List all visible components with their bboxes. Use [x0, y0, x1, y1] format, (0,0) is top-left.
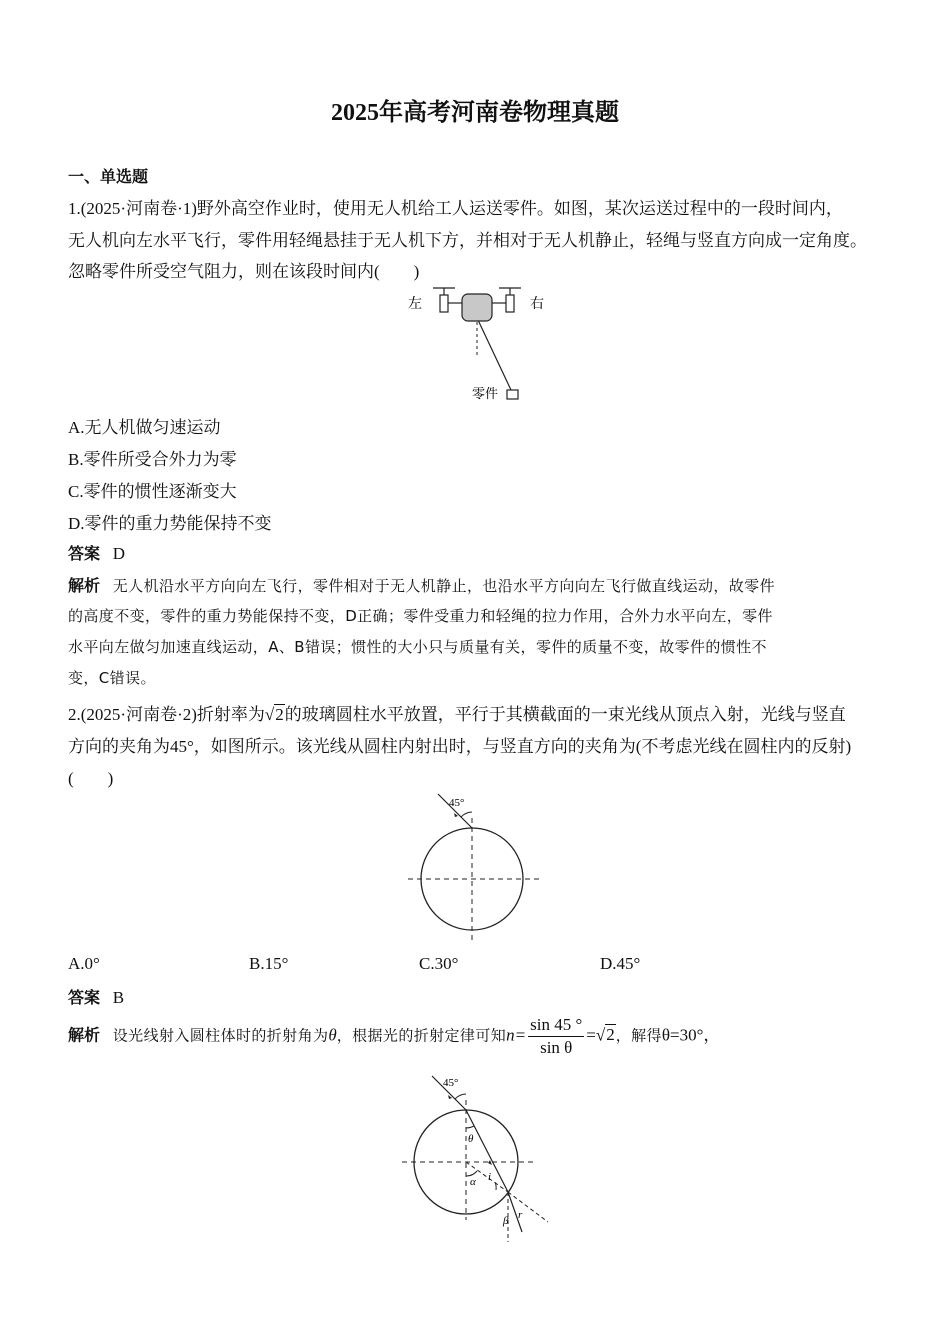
q2-sol-alpha: α: [470, 1176, 476, 1188]
q2-eq-sign: =: [586, 1025, 596, 1045]
q2-answer-value: B: [112, 988, 125, 1007]
q2-stem-line3: ( ): [68, 769, 114, 788]
q1-explain-text3: 水平向左做匀加速直线运动，A、B错误；惯性的大小只与质量有关，零件的质量不变，故零件的惯性不: [68, 638, 767, 656]
q1-explain-label: 解析: [68, 576, 101, 595]
q2-answer-row: [68, 985, 124, 1008]
q2-sol-i: i: [488, 1171, 492, 1183]
q1-answer-value: D: [112, 544, 126, 563]
q2-sol-r: r: [518, 1209, 523, 1221]
q1-explain-text4: 变，C错误。: [68, 669, 156, 687]
q2-fraction: [528, 1015, 584, 1058]
q1-right-label: 右: [530, 296, 544, 312]
q1-drone-figure: [400, 282, 560, 406]
q2-explain-text-b: ，根据光的折射定律可知: [336, 1026, 507, 1045]
q1-option-b: B.零件所受合外力为零: [68, 450, 237, 469]
q2-eq-radical: √2: [595, 1025, 615, 1045]
q1-explain-text2: 的高度不变，零件的重力势能保持不变，D正确；零件受重力和轻绳的拉力作用，合外力水平向左，零件: [68, 607, 773, 625]
q2-explain-text-c: ，解得: [615, 1026, 662, 1045]
q2-cylinder-figure: [400, 790, 550, 945]
q1-stem-line3: 忽略零件所受空气阻力，则在该段时间内( ): [68, 262, 420, 281]
q2-sol-angle-label: 45°: [443, 1077, 459, 1089]
q1-answer-label: 答案: [68, 544, 101, 563]
q2-n-eq: n=: [506, 1025, 527, 1045]
q2-answer-label: 答案: [68, 988, 101, 1007]
q2-radical: √2: [264, 705, 284, 724]
q2-solution-figure: [400, 1070, 560, 1245]
q2-stem-part-a: 2.(2025·河南卷·2)折射率为: [68, 705, 265, 724]
q1-explain-row1: [68, 573, 775, 596]
q1-stem-line2: 无人机向左水平飞行，零件用轻绳悬挂于无人机下方，并相对于无人机静止，轻绳与竖直方向成一定角度。: [68, 231, 867, 250]
q2-explain-row: [68, 1015, 720, 1058]
q1-explain-text1: 无人机沿水平方向向左飞行，零件相对于无人机静止，也沿水平方向向左飞行做直线运动，故零件: [112, 577, 775, 595]
q2-option-d: D.45°: [600, 954, 641, 973]
q2-stem-line2: 方向的夹角为45°，如图所示。该光线从圆柱内射出时，与竖直方向的夹角为(不考虑光线在圆柱内的反射): [68, 737, 852, 756]
q2-radical-value: 2: [275, 705, 284, 724]
q2-eq-radical-value: 2: [606, 1025, 615, 1045]
q2-frac-num: sin 45 °: [528, 1015, 584, 1037]
q2-sol-theta: θ: [468, 1133, 474, 1145]
q2-stem-line1: [68, 700, 846, 725]
q1-left-label: 左: [408, 296, 422, 312]
q2-frac-den: sin θ: [540, 1038, 573, 1057]
q2-theta: θ: [328, 1025, 337, 1045]
section-heading: 一、单选题: [68, 167, 149, 186]
q2-option-c: C.30°: [419, 954, 459, 973]
q2-explain-result: θ=30°，: [661, 1025, 721, 1045]
q1-answer-row: [68, 541, 125, 564]
q2-option-a: A.0°: [68, 954, 100, 973]
q2-angle-label: 45°: [449, 797, 465, 809]
q1-option-d: D.零件的重力势能保持不变: [68, 514, 272, 533]
q1-option-a: A.无人机做匀速运动: [68, 418, 221, 437]
q2-sol-beta: β: [503, 1215, 509, 1227]
q2-option-b: B.15°: [249, 954, 289, 973]
page-title: 2025年高考河南卷物理真题: [331, 100, 619, 126]
q2-stem-part-b: 的玻璃圆柱水平放置，平行于其横截面的一束光线从顶点入射，光线与竖直: [284, 705, 846, 724]
q2-explain-label: 解析: [68, 1025, 101, 1045]
q1-part-label: 零件: [472, 387, 499, 402]
q2-explain-text-a: 设光线射入圆柱体时的折射角为: [112, 1026, 329, 1045]
q1-stem-line1: 1.(2025·河南卷·1)野外高空作业时，使用无人机给工人运送零件。如图，某次运送过程中的一段时间内，: [68, 199, 843, 218]
q1-option-c: C.零件的惯性逐渐变大: [68, 482, 237, 501]
